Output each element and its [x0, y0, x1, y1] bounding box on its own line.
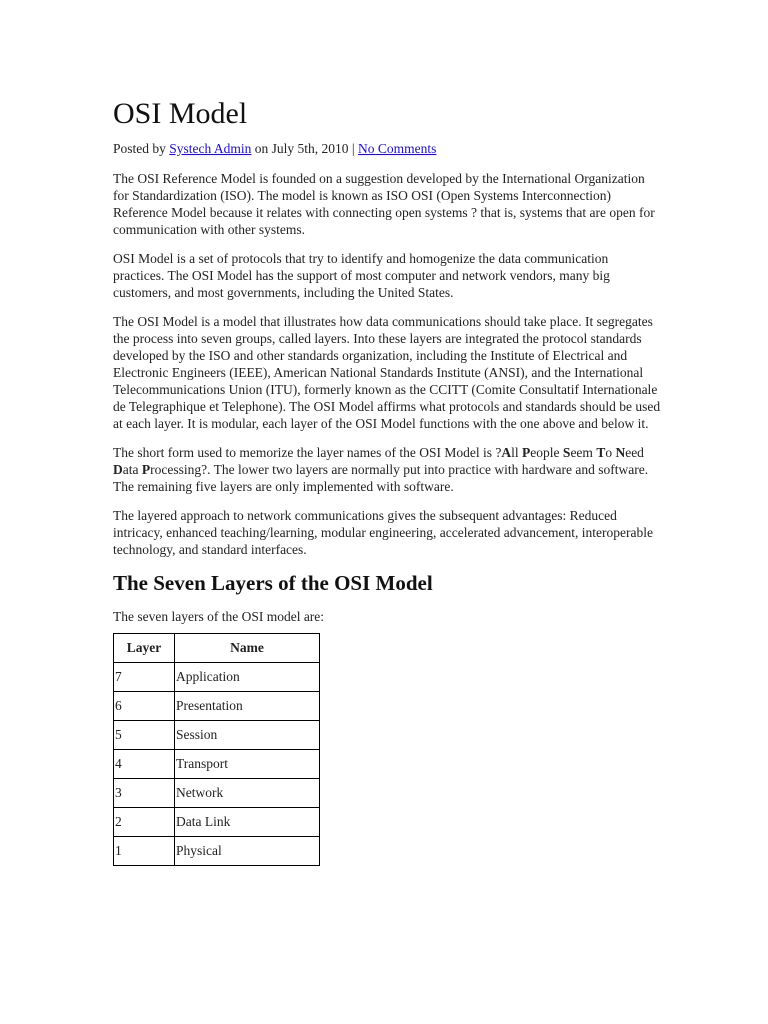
mnemonic-rest: ata [122, 462, 142, 477]
table-row [114, 750, 320, 779]
post-date: on July 5th, 2010 | [254, 141, 355, 156]
post-meta [113, 140, 661, 158]
paragraph-intro: The OSI Reference Model is founded on a suggestion developed by the International Organization for Standardization (ISO). The model is known as ISO OSI (Open Systems Interconnection) Reference Model because it relates with connecting open systems ? that is, systems that are open for communication with other systems. [113, 171, 655, 237]
mnemonic-letter: A [501, 445, 512, 460]
posted-by-label: Posted by [113, 141, 166, 156]
mnemonic-letter: N [615, 445, 626, 460]
page-title: OSI Model [113, 97, 248, 130]
mnemonic-rest: o [605, 445, 616, 460]
layer-name: Transport [175, 750, 320, 779]
mnemonic-rest: eed [625, 445, 644, 460]
layer-number: 2 [114, 808, 175, 837]
layer-number: 5 [114, 721, 175, 750]
paragraph-advantages: The layered approach to network communications gives the subsequent advantages: Reduced intricacy, enhanced teaching/learning, modular engineering, accelerated advancement, interoperable technology, and standard interfaces. [113, 508, 653, 557]
comments-link[interactable]: No Comments [358, 141, 437, 156]
table-header-row [114, 634, 320, 663]
article [113, 95, 661, 866]
layer-number: 1 [114, 837, 175, 866]
mnemonic-suffix: ?. The lower two layers are normally put into practice with hardware and software. The remaining five layers are only implemented with software. [113, 462, 649, 494]
mnemonic-rest: ll [511, 445, 523, 460]
mnemonic-rest: eem [570, 445, 597, 460]
layer-number: 4 [114, 750, 175, 779]
layer-number: 6 [114, 692, 175, 721]
mnemonic-prefix: The short form used to memorize the layer names of the OSI Model is ? [113, 445, 502, 460]
table-row [114, 837, 320, 866]
layer-number: 7 [114, 663, 175, 692]
layer-name: Session [175, 721, 320, 750]
mnemonic-rest: rocessing [150, 462, 202, 477]
layer-name: Data Link [175, 808, 320, 837]
section-intro: The seven layers of the OSI model are: [113, 609, 325, 624]
mnemonic-letter: P [522, 445, 531, 460]
table-row [114, 692, 320, 721]
layer-name: Application [175, 663, 320, 692]
layer-number: 3 [114, 779, 175, 808]
header-layer: Layer [114, 634, 175, 663]
mnemonic-letter: T [596, 445, 606, 460]
author-link[interactable]: Systech Admin [169, 141, 252, 156]
table-row [114, 808, 320, 837]
header-name: Name [175, 634, 320, 663]
layers-table [113, 633, 320, 866]
section-title: The Seven Layers of the OSI Model [113, 571, 433, 595]
mnemonic-letter: D [113, 462, 123, 477]
layer-name: Physical [175, 837, 320, 866]
layer-name: Network [175, 779, 320, 808]
table-row [114, 721, 320, 750]
mnemonic-letter: S [562, 445, 571, 460]
table-row [114, 779, 320, 808]
mnemonic-rest: eople [530, 445, 563, 460]
paragraph-mnemonic [113, 444, 661, 495]
paragraph-description: The OSI Model is a model that illustrates how data communications should take place. It segregates the process into seven groups, called layers. Into these layers are integrated the protocol standards developed by the ISO and other standards organization, including the Institute of Electrical and Electronic Engineers (IEEE), American National Standards Institute (ANSI), and the International Telecommunications Union (ITU), formerly known as the CCITT (Comite Consultatif Internationale de Telegraphique et Telephone). The OSI Model affirms what protocols and standards should be used at each layer. It is modular, each layer of the OSI Model functions with the one above and below it. [113, 314, 661, 431]
mnemonic-letter: P [141, 462, 151, 477]
layer-name: Presentation [175, 692, 320, 721]
table-row [114, 663, 320, 692]
paragraph-protocols: OSI Model is a set of protocols that try to identify and homogenize the data communication practices. The OSI Model has the support of most computer and network vendors, many big customers, and most governments, including the United States. [113, 251, 610, 300]
